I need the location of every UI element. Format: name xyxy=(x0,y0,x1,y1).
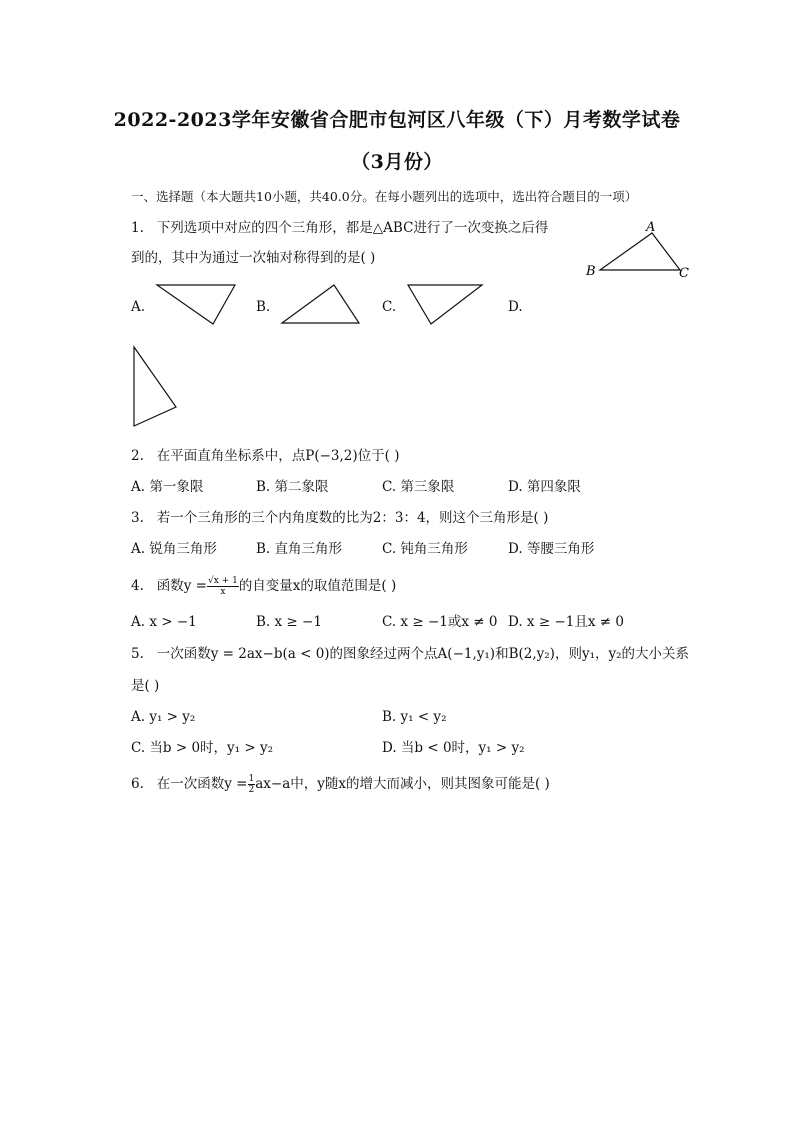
q5-option-a[interactable]: A. y₁ > y₂ xyxy=(131,709,196,725)
q4-fraction xyxy=(207,576,239,597)
q2-option-d[interactable]: D. 第四象限 xyxy=(508,479,581,495)
q6-number: 6. xyxy=(131,776,144,792)
triangle-abc-figure xyxy=(580,218,700,282)
q4-option-c[interactable]: C. x ≥ −1或x ≠ 0 xyxy=(382,614,498,630)
q1-text: 下列选项中对应的四个三角形，都是△ABC进行了一次变换之后得 xyxy=(156,220,549,236)
vertex-label-b: B xyxy=(586,264,596,279)
q2-option-a[interactable]: A. 第一象限 xyxy=(131,479,204,495)
q3-text: 若一个三角形的三个内角度数的比为2：3：4，则这个三角形是( ) xyxy=(156,510,549,526)
q1-option-d-triangle xyxy=(132,345,180,429)
q3-line xyxy=(131,509,548,527)
q2-option-c[interactable]: C. 第三象限 xyxy=(382,479,455,495)
q1-option-a-triangle xyxy=(155,283,237,327)
q1-line1 xyxy=(131,219,548,237)
q2-option-b[interactable]: B. 第二象限 xyxy=(256,479,329,495)
triangle-abc-shape xyxy=(600,233,680,270)
q4-fraction-denominator: x xyxy=(220,587,226,597)
q1-option-b-triangle xyxy=(280,283,362,327)
q1-option-b[interactable]: B. xyxy=(256,299,271,315)
q2-text: 在平面直角坐标系中，点P(−3,2)位于( ) xyxy=(156,448,400,464)
q3-option-c[interactable]: C. 钝角三角形 xyxy=(382,541,468,557)
q3-number: 3. xyxy=(131,510,144,526)
q4-option-d[interactable]: D. x ≥ −1且x ≠ 0 xyxy=(508,614,624,630)
q1-option-d[interactable]: D. xyxy=(508,299,523,315)
q4-number: 4. xyxy=(131,578,144,594)
q5-option-b[interactable]: B. y₁ < y₂ xyxy=(382,709,447,725)
q6-text-after: ax−a中，y随x的增大而减小，则其图象可能是( ) xyxy=(255,776,550,792)
vertex-label-a: A xyxy=(646,220,656,235)
q5-number: 5. xyxy=(131,646,144,662)
q1-option-a[interactable]: A. xyxy=(131,299,146,315)
q5-line2: 是( ) xyxy=(131,678,160,694)
q6-line xyxy=(131,771,550,797)
q3-option-a[interactable]: A. 锐角三角形 xyxy=(131,541,217,557)
q3-option-d[interactable]: D. 等腰三角形 xyxy=(508,541,595,557)
q5-text: 一次函数y = 2ax−b(a < 0)的图象经过两个点A(−1,y₁)和B(2,y₂)，则y₁，y₂的大小关系 xyxy=(156,646,690,662)
q4-option-b[interactable]: B. x ≥ −1 xyxy=(256,614,322,630)
section-heading: 一、选择题（本大题共10小题，共40.0分。在每小题列出的选项中，选出符合题目的一项） xyxy=(131,189,638,204)
q5-option-d[interactable]: D. 当b < 0时，y₁ > y₂ xyxy=(382,740,525,756)
q1-option-c-triangle xyxy=(406,283,486,327)
exam-subtitle: （3月份） xyxy=(351,151,443,173)
q6-text-before: 在一次函数y = xyxy=(156,776,248,792)
q5-line1 xyxy=(131,645,689,663)
vertex-label-c: C xyxy=(679,266,689,281)
q4-option-a[interactable]: A. x > −1 xyxy=(131,614,197,630)
exam-title: 2022-2023学年安徽省合肥市包河区八年级（下）月考数学试卷 xyxy=(113,109,681,131)
q4-text-before: 函数y = xyxy=(156,578,207,594)
q4-line xyxy=(131,573,396,599)
q5-option-c[interactable]: C. 当b > 0时，y₁ > y₂ xyxy=(131,740,274,756)
q2-number: 2. xyxy=(131,448,144,464)
q4-fraction-numerator: √x + 1 xyxy=(208,576,238,586)
q6-fraction-denominator: 2 xyxy=(248,785,255,795)
q6-fraction-numerator: 1 xyxy=(248,774,255,784)
q1-line2: 到的，其中为通过一次轴对称得到的是( ) xyxy=(131,250,376,266)
q3-option-b[interactable]: B. 直角三角形 xyxy=(256,541,343,557)
q2-line xyxy=(131,447,400,465)
q1-option-c[interactable]: C. xyxy=(382,299,397,315)
q4-text-after: 的自变量x的取值范围是( ) xyxy=(238,578,397,594)
q1-number: 1. xyxy=(131,220,144,236)
